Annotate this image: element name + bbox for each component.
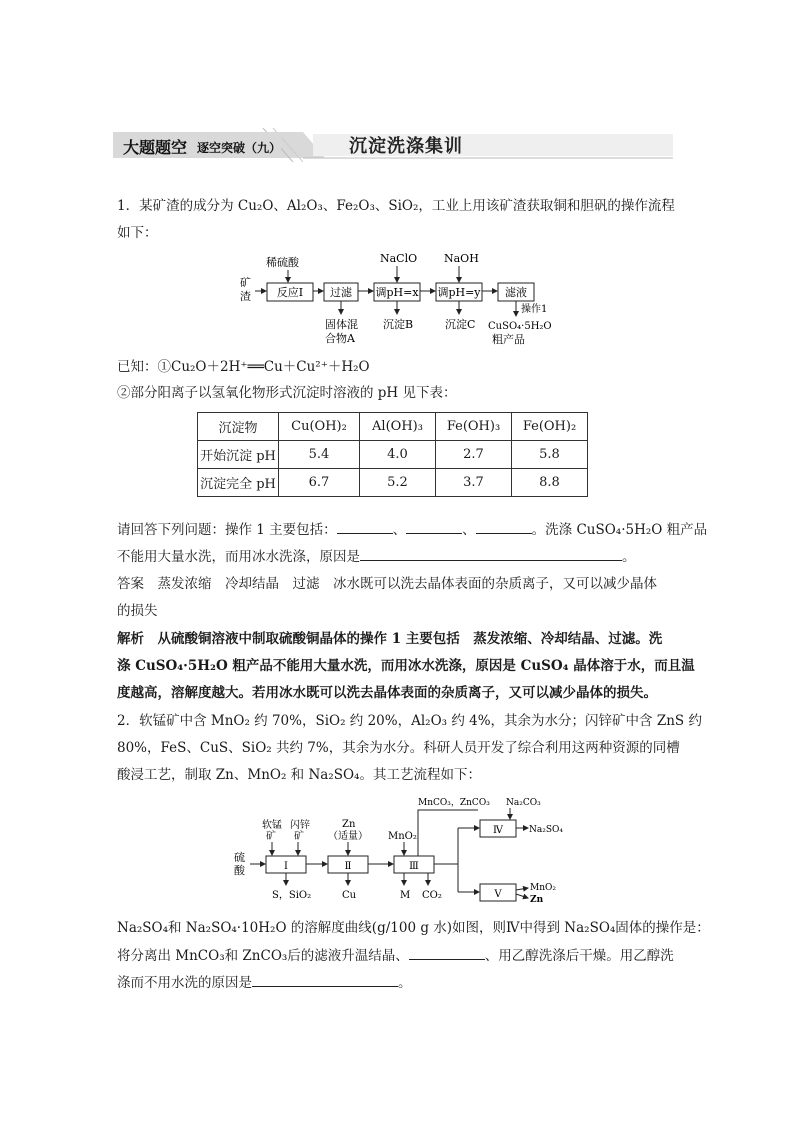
table-header-cell: 沉淀物 [198,413,279,441]
q1-reagent2: NaClO [380,252,418,265]
q2-question-3b: 。 [398,975,412,991]
q2-stem-line1: 2．软锰矿中含 MnO₂ 约 70%，SiO₂ 约 20%，Al₂O₃ 约 4%，其余为水分；闪锌矿中含 ZnS 约 [117,713,702,729]
q1-input-label-2: 渣 [240,290,251,303]
q1-answer-line1: 答案 蒸发浓缩 冷却结晶 过滤 冰水既可以洗去晶体表面的杂质离子，又可以减少晶体 [117,576,657,592]
table-cell: 5.4 [279,441,360,469]
table-cell: 8.8 [512,469,588,497]
q2-ore1-line2: 矿 [266,831,276,842]
q2-box4-label: Ⅳ [493,825,503,836]
q2-out4: Na₂SO₄ [529,825,564,835]
table-cell: 开始沉淀 pH [198,441,279,469]
q1-out3: 沉淀C [445,318,476,331]
q2-ore2-line2: 矿 [294,831,304,842]
q2-top-label: MnCO₃，ZnCO₃ [418,798,490,808]
q1-question-a: 请回答下列问题：操作 1 主要包括： [117,522,337,538]
table-header-cell: Fe(OH)₂ [512,413,588,441]
table-cell: 6.7 [279,469,360,497]
q2-out3a: M [400,890,411,901]
q2-question-line1: Na₂SO₄和 Na₂SO₄·10H₂O 的溶解度曲线(g/100 g 水)如图，则Ⅳ中得到 Na₂SO₄固体的操作是： [117,920,710,936]
q1-out1-line1: 固体混 [325,318,358,331]
table-row [198,469,588,497]
banner-label-main: 大题题空 [123,138,188,157]
table-cell: 5.2 [360,469,436,497]
q1-out5-line1: CuSO₄·5H₂O [488,321,552,332]
q2-flow-diagram [228,794,568,906]
answer-blank-3[interactable] [476,519,532,534]
answer-blank-2[interactable] [406,519,462,534]
banner-label-box [113,132,281,158]
q1-out2: 沉淀B [383,318,414,331]
q1-analysis-line3: 度越高，溶解度越大。若用冰水既可以洗去晶体表面的杂质离子，又可以减少晶体的损失。 [117,685,657,701]
q2-out2: Cu [342,890,357,901]
q1-stem-line2: 如下： [117,225,158,241]
q2-question-3a: 涤而不用水洗的原因是 [117,975,252,991]
table-cell: 3.7 [436,469,512,497]
q2-out3b: CO₂ [422,890,442,901]
q2-box2-label: Ⅱ [344,861,352,872]
q2-zn-line1: Zn [342,819,356,830]
q1-box4-label: 调pH=y [437,286,481,299]
q1-input-label-1: 矿 [240,276,251,289]
table-cell: 沉淀完全 pH [198,469,279,497]
table-cell: 4.0 [360,441,436,469]
ph-table [197,412,588,497]
q1-question-line2 [117,546,636,567]
q2-question-line2 [117,945,674,966]
q2-box1-label: Ⅰ [284,861,288,872]
q1-reagent1: 稀硫酸 [266,256,299,269]
q2-acid-label-1: 硫 [234,851,245,864]
answer-blank-1[interactable] [337,519,393,534]
q1-box1-label: 反应Ⅰ [276,286,304,299]
sep-1: 、 [392,522,407,538]
q2-na2co3: Na₂CO₃ [506,798,541,808]
q2-out5a: MnO₂ [530,883,556,893]
section-banner [113,128,673,162]
answer-blank-4[interactable] [360,546,622,561]
q1-question-line1 [117,519,707,540]
q1-box3-label: 调pH=x [375,286,419,299]
period-1: 。 [622,549,636,565]
table-cell: 2.7 [436,441,512,469]
table-header-cell: Cu(OH)₂ [279,413,360,441]
page-title: 沉淀洗涤集训 [349,136,463,157]
q2-mno2-in: MnO₂ [388,831,417,842]
q1-box2-label: 过滤 [330,286,352,299]
q2-question-2a: 将分离出 MnCO₃和 ZnCO₃后的滤液升温结晶、 [117,948,409,964]
q2-question-line3 [117,972,412,993]
q2-acid-label-2: 酸 [234,864,245,877]
q1-question-c: 不能用大量水洗，而用冰水洗涤，原因是 [117,549,360,565]
q1-question-b: 。洗涤 CuSO₄·5H₂O 粗产品 [531,522,708,538]
q1-known2: ②部分阳离子以氢氧化物形式沉淀时溶液的 pH 见下表： [117,385,457,401]
banner-label-sub: 逐空突破（九） [197,141,282,155]
table-header-cell: Al(OH)₃ [360,413,436,441]
q1-stem-line1: 1．某矿渣的成分为 Cu₂O、Al₂O₃、Fe₂O₃、SiO₂，工业上用该矿渣获取铜和胆矾的操作流程 [117,198,675,214]
q2-zn-line2: （适量） [328,831,368,842]
q2-stem-line2: 80%，FeS、CuS、SiO₂ 共约 7%，其余为水分。科研人员开发了综合利用这两种资源的同槽 [117,740,680,756]
q1-answer-line2: 的损失 [117,603,158,619]
q2-ore2-line1: 闪锌 [290,820,310,831]
sep-2: 、 [462,522,476,538]
table-row [198,441,588,469]
q1-analysis-line1: 解析 从硫酸铜溶液中制取硫酸铜晶体的操作 1 主要包括 蒸发浓缩、冷却结晶、过滤。洗 [117,631,663,647]
q2-box5-label: Ⅴ [494,889,502,900]
q2-out5b: Zn [530,895,544,905]
q2-out1: S，SiO₂ [272,890,312,901]
q2-stem-line3: 酸浸工艺，制取 Zn、MnO₂ 和 Na₂SO₄。其工艺流程如下： [117,767,481,783]
q1-out1-line2: 合物A [325,332,355,345]
q1-known1: 已知：①Cu₂O＋2H⁺══Cu＋Cu²⁺＋H₂O [117,359,370,375]
q1-op1: 操作1 [521,304,548,315]
q1-out5-line2: 粗产品 [492,333,525,346]
q1-flow-diagram [230,248,570,348]
answer-blank-6[interactable] [252,972,398,987]
table-cell: 5.8 [512,441,588,469]
table-header-row [198,413,588,441]
q2-question-2b: 、用乙醇洗涤后干燥。用乙醇洗 [484,948,674,964]
q1-analysis-line2: 涤 CuSO₄·5H₂O 粗产品不能用大量水洗，而用冰水洗涤，原因是 CuSO₄ 晶体溶于水，而且温 [117,658,695,674]
q1-reagent3: NaOH [444,252,479,265]
q1-box5-label: 滤液 [505,286,527,299]
table-header-cell: Fe(OH)₃ [436,413,512,441]
q2-ore1-line1: 软锰 [262,820,282,831]
answer-blank-5[interactable] [409,945,485,960]
q2-box3-label: Ⅲ [409,861,419,872]
